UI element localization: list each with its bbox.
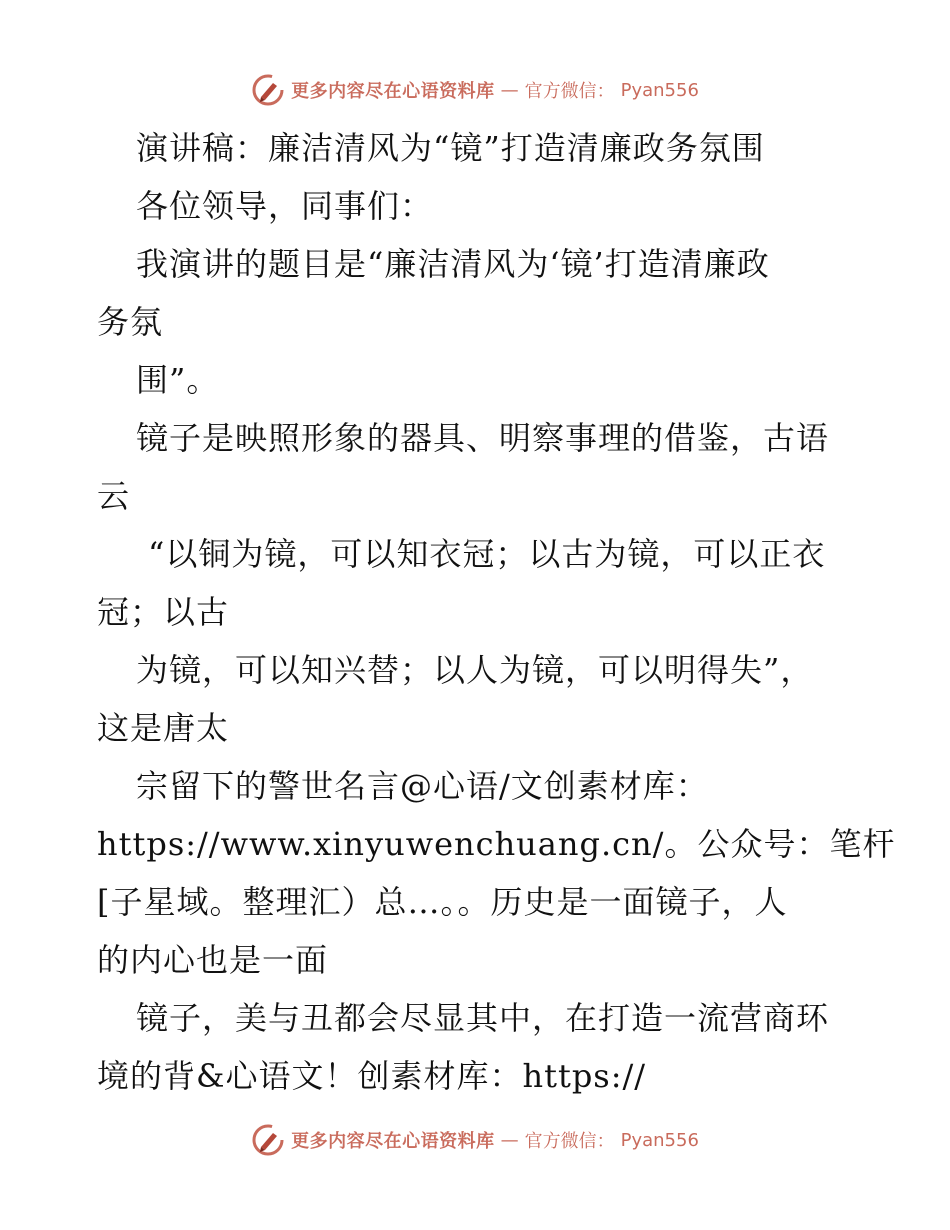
paragraph-line: “以铜为镜，可以知衣冠；以古为镜，可以正衣 bbox=[148, 535, 826, 573]
paragraph-line: 的内心也是一面 bbox=[97, 941, 329, 979]
paragraph-line: 我演讲的题目是“廉洁清风为‘镜’打造清廉政 bbox=[136, 245, 770, 283]
paragraph-line: 镜子，美与丑都会尽显其中，在打造一流营商环 bbox=[136, 999, 830, 1037]
watermark-wechat-id: Pyan556 bbox=[620, 1129, 699, 1151]
paragraph-line: 宗留下的警世名言@心语/文创素材库： bbox=[136, 767, 709, 805]
footer-watermark bbox=[0, 1120, 950, 1160]
paragraph-line: 务氛 bbox=[97, 303, 164, 341]
paragraph-line: 云 bbox=[97, 477, 131, 515]
watermark-wechat-label: 官方微信： bbox=[524, 1131, 615, 1152]
watermark-dash: — bbox=[500, 1129, 519, 1151]
watermark-wechat-id: Pyan556 bbox=[620, 79, 699, 101]
url-line: https://www.xinyuwenchuang.cn/。公众号：笔杆 bbox=[97, 825, 896, 863]
watermark-dash: — bbox=[500, 79, 519, 101]
paragraph-line: 这是唐太 bbox=[97, 709, 230, 747]
watermark-wechat-label: 官方微信： bbox=[524, 81, 615, 102]
header-watermark bbox=[0, 70, 950, 110]
document-title: 演讲稿：廉洁清风为“镜”打造清廉政务氛围 bbox=[136, 129, 765, 167]
paragraph-line: 境的背&心语文！创素材库：https:// bbox=[97, 1057, 647, 1095]
paragraph-line: 为镜，可以知兴替；以人为镜，可以明得失”， bbox=[136, 651, 814, 689]
paragraph-line: 围”。 bbox=[136, 361, 220, 399]
paragraph-line: 冠；以古 bbox=[97, 593, 230, 631]
pen-logo-icon bbox=[251, 73, 285, 107]
pen-logo-icon bbox=[251, 1123, 285, 1157]
watermark-slogan: 更多内容尽在心语资料库 bbox=[291, 81, 495, 102]
watermark-slogan: 更多内容尽在心语资料库 bbox=[291, 1131, 495, 1152]
paragraph-line: 镜子是映照形象的器具、明察事理的借鉴，古语 bbox=[136, 419, 830, 457]
paragraph-line: [子星域。整理汇）总…。。历史是一面镜子，人 bbox=[97, 883, 788, 921]
salutation-line: 各位领导，同事们： bbox=[136, 187, 434, 225]
